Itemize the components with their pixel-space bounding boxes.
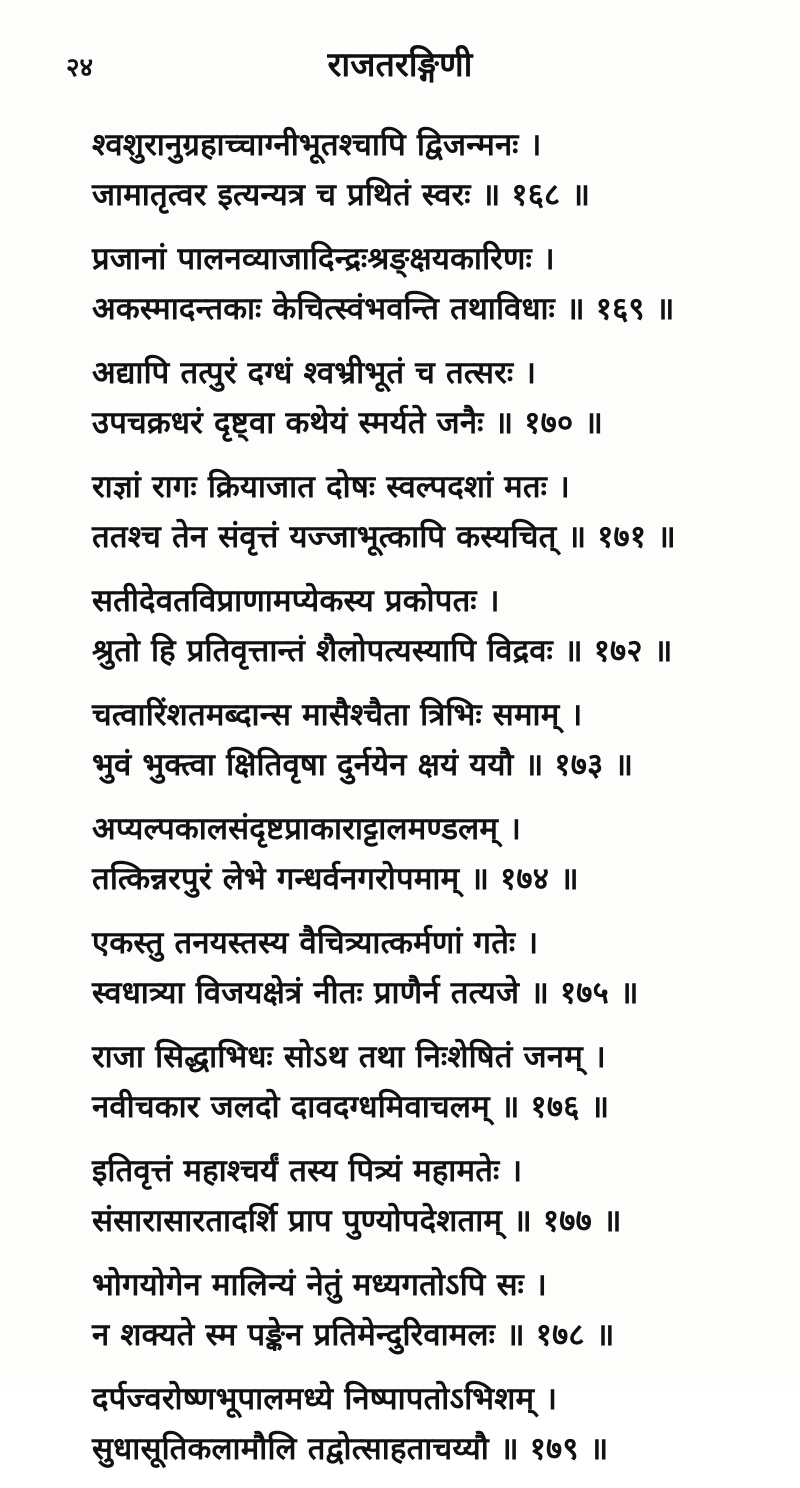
- verse-list: [0, 120, 800, 1488]
- verse-line-second: ततश्च तेन संवृत्तं यज्जाभूत्कापि कस्यचित् ॥ १७१ ॥: [92, 519, 676, 555]
- verse: [0, 120, 800, 220]
- verse-line-second: तत्किन्नरपुरं लेभे गन्धर्वनगरोपमाम् ॥ १७४ ॥: [92, 861, 579, 897]
- verse-line-first: प्रजानां पालनव्याजादिन्द्रःश्रङ्क्षयकारिणः ।: [92, 241, 555, 277]
- verse-line-second: स्वधात्र्या विजयक्षेत्रं नीतः प्राणैर्न तत्यजे ॥ १७५ ॥: [92, 975, 639, 1011]
- verse: [0, 576, 800, 676]
- verse-line-second: न शक्यते स्म पङ्केन प्रतिमेन्दुरिवामलः ॥ १७८ ॥: [92, 1317, 615, 1353]
- verse-line-first: एकस्तु तनयस्तस्य वैचित्र्यात्कर्मणां गतेः ।: [92, 925, 539, 961]
- verse-line-second: संसारासारतादर्शि प्राप पुण्योपदेशताम् ॥ १७७ ॥: [92, 1203, 622, 1239]
- verse-line-second: भुवं भुक्त्वा क्षितिवृषा दुर्नयेन क्षयं ययौ ॥ १७३ ॥: [92, 747, 634, 783]
- running-title: राजतरङ्गिणी: [327, 45, 473, 85]
- verse: [0, 348, 800, 448]
- verse-line-first: श्वशुरानुग्रहाच्चाग्नीभूतश्चापि द्विजन्मनः ।: [92, 127, 542, 163]
- verse: [0, 1032, 800, 1132]
- verse-line-first: राजा सिद्धाभिधः सोऽथ तथा निःशेषितं जनम् ।: [92, 1039, 606, 1075]
- running-head: [0, 40, 800, 90]
- verse: [0, 462, 800, 562]
- verse-line-first: अद्यापि तत्पुरं दग्धं श्वभ्रीभूतं च तत्सरः ।: [92, 355, 537, 391]
- verse: [0, 918, 800, 1018]
- verse-line-second: श्रुतो हि प्रतिवृत्तान्तं शैलोपत्यस्यापि विद्रवः ॥ १७२ ॥: [92, 633, 673, 669]
- verse: [0, 690, 800, 790]
- verse-line-first: सतीदेवतविप्राणामप्येकस्य प्रकोपतः ।: [92, 583, 500, 619]
- verse-line-second: नवीचकार जलदो दावदग्धमिवाचलम् ॥ १७६ ॥: [92, 1089, 610, 1125]
- verse: [0, 1260, 800, 1360]
- verse-line-first: चत्वारिंशतमब्दान्स मासैश्चैता त्रिभिः समाम् ।: [92, 697, 583, 733]
- verse-line-first: राज्ञां रागः क्रियाजात दोषः स्वल्पदशां मतः ।: [92, 469, 570, 505]
- verse-line-second: जामातृत्वर इत्यन्यत्र च प्रथितं स्वरः ॥ १६८ ॥: [92, 177, 591, 213]
- verse: [0, 1146, 800, 1246]
- verse: [0, 804, 800, 904]
- verse-line-second: उपचक्रधरं दृष्ट्वा कथेयं स्मर्यते जनैः ॥ १७० ॥: [92, 405, 604, 441]
- page-number: २४: [66, 53, 94, 83]
- verse-line-first: इतिवृत्तं महाश्चर्यं तस्य पित्र्यं महामतेः ।: [92, 1153, 523, 1189]
- verse: [0, 234, 800, 334]
- verse-line-second: अकस्मादन्तकाः केचित्स्वंभवन्ति तथाविधाः ॥ १६९ ॥: [92, 291, 675, 327]
- verse-line-first: भोगयोगेन मालिन्यं नेतुं मध्यगतोऽपि सः ।: [92, 1267, 547, 1303]
- verse-line-first: दर्पज्वरोष्णभूपालमध्ये निष्पापतोऽभिशम् ।: [92, 1381, 558, 1417]
- verse: [0, 1374, 800, 1474]
- verse-line-second: सुधासूतिकलामौलि तद्वोत्साहताचय्यौ ॥ १७९ ॥: [92, 1431, 609, 1467]
- verse-line-first: अप्यल्पकालसंदृष्टप्राकाराट्टालमण्डलम् ।: [92, 811, 522, 847]
